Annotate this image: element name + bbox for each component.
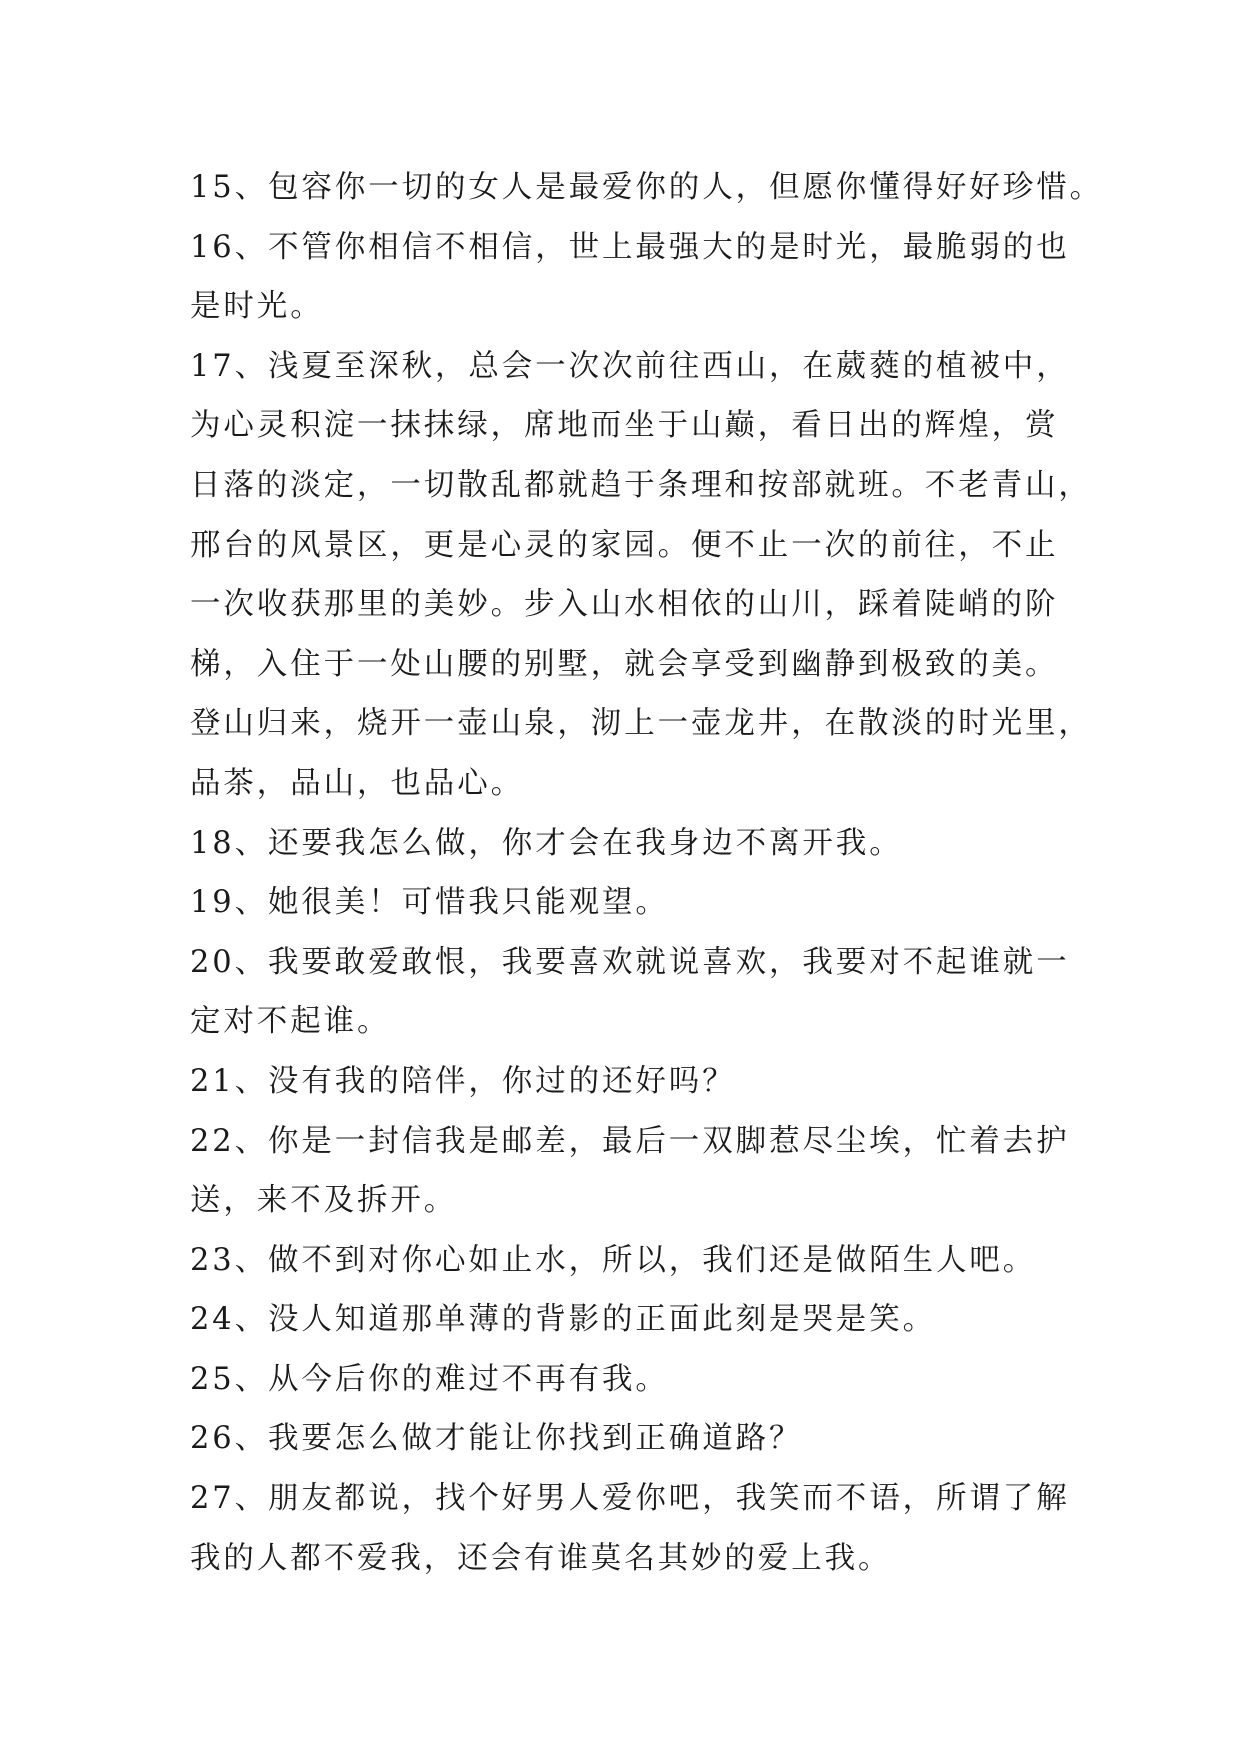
text-line: 21、没有我的陪伴，你过的还好吗？ <box>190 1063 736 1099</box>
text-line: 18、还要我怎么做，你才会在我身边不离开我。 <box>190 825 903 861</box>
text-line: 登山归来，烧开一壶山泉，沏上一壶龙井，在散淡的时光里， <box>190 706 1092 742</box>
text-line: 邢台的风景区，更是心灵的家园。便不止一次的前往，不止 <box>190 527 1059 563</box>
text-line: 为心灵积淀一抹抹绿，席地而坐于山巅，看日出的辉煌，赏 <box>190 408 1059 444</box>
text-line: 25、从今后你的难过不再有我。 <box>190 1361 669 1397</box>
text-line: 23、做不到对你心如止水，所以，我们还是做陌生人吧。 <box>190 1242 1037 1278</box>
text-line: 22、你是一封信我是邮差，最后一双脚惹尽尘埃，忙着去护 <box>190 1123 1070 1159</box>
text-line: 17、浅夏至深秋，总会一次次前往西山，在葳蕤的植被中， <box>190 348 1070 384</box>
text-line: 19、她很美！可惜我只能观望。 <box>190 885 669 921</box>
text-line: 27、朋友都说，找个好男人爱你吧，我笑而不语，所谓了解 <box>190 1481 1070 1517</box>
text-line: 一次收获那里的美妙。步入山水相依的山川，踩着陡峭的阶 <box>190 587 1059 623</box>
text-line: 定对不起谁。 <box>190 1004 391 1040</box>
text-line: 24、没人知道那单薄的背影的正面此刻是哭是笑。 <box>190 1302 937 1338</box>
text-line: 品茶，品山，也品心。 <box>190 765 524 801</box>
text-line: 是时光。 <box>190 289 324 325</box>
text-line: 20、我要敢爱敢恨，我要喜欢就说喜欢，我要对不起谁就一 <box>190 944 1070 980</box>
text-line: 26、我要怎么做才能让你找到正确道路？ <box>190 1421 803 1457</box>
text-line: 日落的淡定，一切散乱都就趋于条理和按部就班。不老青山， <box>190 467 1092 503</box>
text-line: 我的人都不爱我，还会有谁莫名其妙的爱上我。 <box>190 1540 892 1576</box>
text-line: 15、包容你一切的女人是最爱你的人，但愿你懂得好好珍惜。 <box>190 170 1104 205</box>
text-line: 送，来不及拆开。 <box>190 1183 458 1219</box>
text-line: 16、不管你相信不相信，世上最强大的是时光，最脆弱的也 <box>190 229 1070 265</box>
text-line: 梯，入住于一处山腰的别墅，就会享受到幽静到极致的美。 <box>190 646 1059 682</box>
document-body <box>190 158 1104 1588</box>
